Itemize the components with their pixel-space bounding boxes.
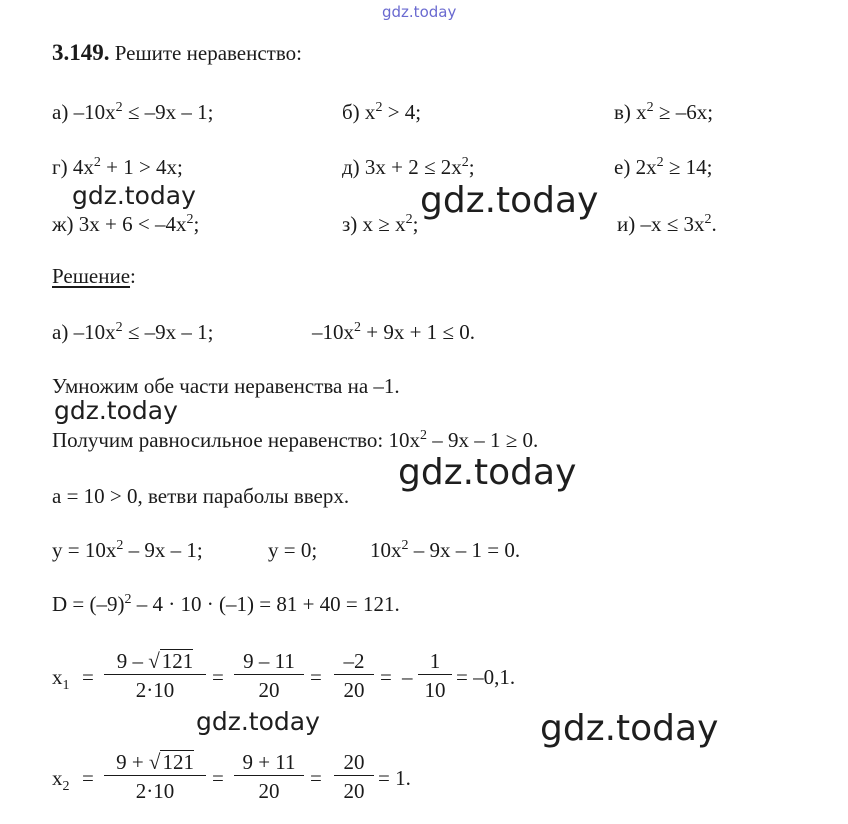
item-i: и) $-x \le 3x^2$. [617, 212, 717, 236]
watermark-3: gdz.today [54, 396, 178, 425]
x2-result: = 1. [378, 766, 411, 790]
item-d: д) $3x + 2 \le 2x^2$; [342, 155, 475, 179]
x1-result: = –0,1. [456, 665, 516, 689]
item-g: г) $4x^2 + 1 > 4x$; [52, 155, 183, 179]
watermark-6: gdz.today [540, 708, 719, 749]
watermark-top: gdz.today [382, 3, 457, 21]
watermark-2: gdz.today [420, 180, 599, 221]
x1-minus: – [402, 665, 413, 689]
item-v: в) $x^2 \ge -6x$; [614, 100, 714, 124]
watermark-4: gdz.today [398, 452, 577, 493]
x2-fraction-1: $\frac{9 + √121}{2\cdot 10}$ [104, 749, 206, 806]
x2-eq-3: = [310, 766, 322, 790]
solution-line-3: Получим равносильное неравенство: $10x^2 - 9x - 1 \ge 0$. [52, 428, 539, 452]
sqrt-sign: √ [148, 649, 160, 673]
x1-fraction-2: $\frac{9 - 11}{20}$ [234, 648, 304, 705]
x1-label: $x_1$ [52, 665, 70, 693]
watermark-1: gdz.today [72, 181, 196, 210]
x2-fraction-3: $\frac{20}{20}$ [334, 749, 374, 806]
solution-heading: Решение: [52, 264, 136, 288]
item-zh: ж) $3x + 6 < -4x^2$; [52, 212, 200, 236]
problem-number: 3.149. [52, 40, 110, 65]
solution-line-5c: $10x^2 - 9x - 1 = 0$. [370, 538, 521, 562]
item-b: б) $x^2 > 4$; [342, 100, 422, 124]
x1-eq-1: = [82, 665, 94, 689]
x2-fraction-2: $\frac{9 + 11}{20}$ [234, 749, 304, 806]
solution-line-5b: y = 0; [268, 538, 318, 562]
solution-line-6: $D = (-9)^2 - 4 \cdot 10 \cdot (-1) = 81 + 40 = 121$. [52, 592, 400, 616]
problem-title [52, 40, 302, 66]
x2-label: $x_2$ [52, 766, 70, 794]
item-e: е) $2x^2 \ge 14$; [614, 155, 713, 179]
solution-line-1a: а) $-10x^2 \le -9x - 1$; [52, 320, 214, 344]
item-z: з) $x \ge x^2$; [342, 212, 419, 236]
x1-fraction-4: $\frac{1}{10}$ [418, 648, 452, 705]
sqrt-sign: √ [148, 750, 161, 774]
x1-fraction-1: $\frac{9 - √121}{2\cdot 10}$ [104, 648, 206, 705]
x1-eq-2: = [212, 665, 224, 689]
problem-instruction: Решите неравенство: [114, 41, 302, 65]
solution-line-5a: $y = 10x^2 - 9x - 1$; [52, 538, 203, 562]
solution-line-4: a = 10 > 0, ветви параболы вверх. [52, 484, 350, 508]
x1-eq-3: = [310, 665, 322, 689]
x1-fraction-3: $\frac{-2}{20}$ [334, 648, 374, 705]
x1-eq-4: = [380, 665, 392, 689]
x2-eq-1: = [82, 766, 94, 790]
solution-line-1b: $-10x^2 + 9x + 1 \le 0$. [312, 320, 475, 344]
watermark-5: gdz.today [196, 707, 320, 736]
x2-eq-2: = [212, 766, 224, 790]
item-a: а) $-10x^2 \le -9x - 1$; [52, 100, 214, 124]
solution-line-2: Умножим обе части неравенства на –1. [52, 374, 400, 398]
